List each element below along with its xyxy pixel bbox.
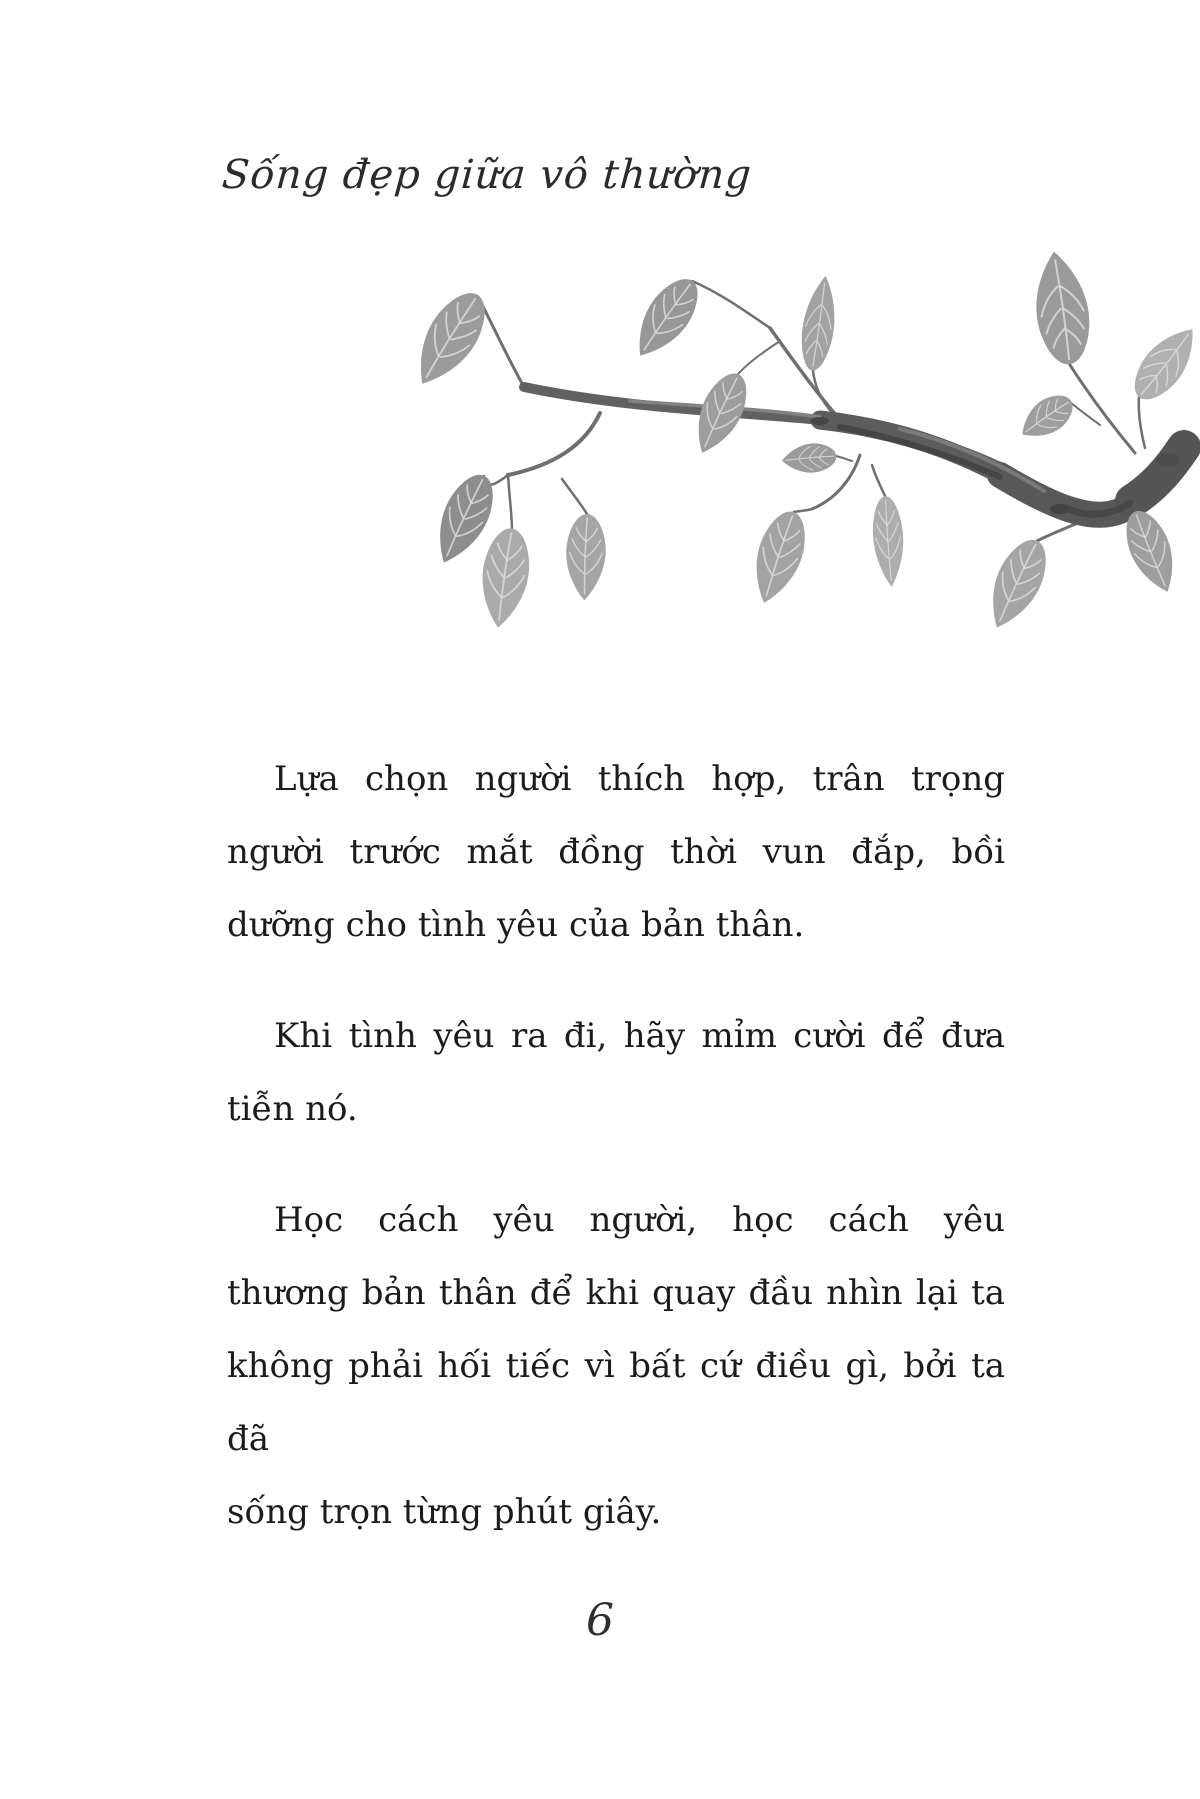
branch [524,387,1184,515]
text-line: Học cách yêu người, học cách yêu [274,1200,1005,1240]
branch-leaves-illustration [300,213,1200,663]
text-line: sống trọn từng phút giây. [227,1492,662,1532]
body-text [227,743,1005,1587]
text-line: Lựa chọn người thích hợp, trân trọng [274,759,1005,799]
text-line: dưỡng cho tình yêu của bản thân. [227,905,805,945]
text-line: tiễn nó. [227,1089,358,1129]
running-head-title: Sống đẹp giữa vô thường [220,152,754,198]
paragraph [227,1000,1005,1146]
page-number: 6 [586,1595,614,1646]
paragraph [227,1184,1005,1549]
text-line: thương bản thân để khi quay đầu nhìn lại ta [227,1273,1005,1313]
leaves [402,248,1200,637]
text-line: Khi tình yêu ra đi, hãy mỉm cười để đưa [274,1016,1005,1056]
paragraph [227,743,1005,962]
text-line: người trước mắt đồng thời vun đắp, bồi [227,832,1005,872]
text-line: không phải hối tiếc vì bất cứ điều gì, bởi ta đã [227,1346,1005,1459]
